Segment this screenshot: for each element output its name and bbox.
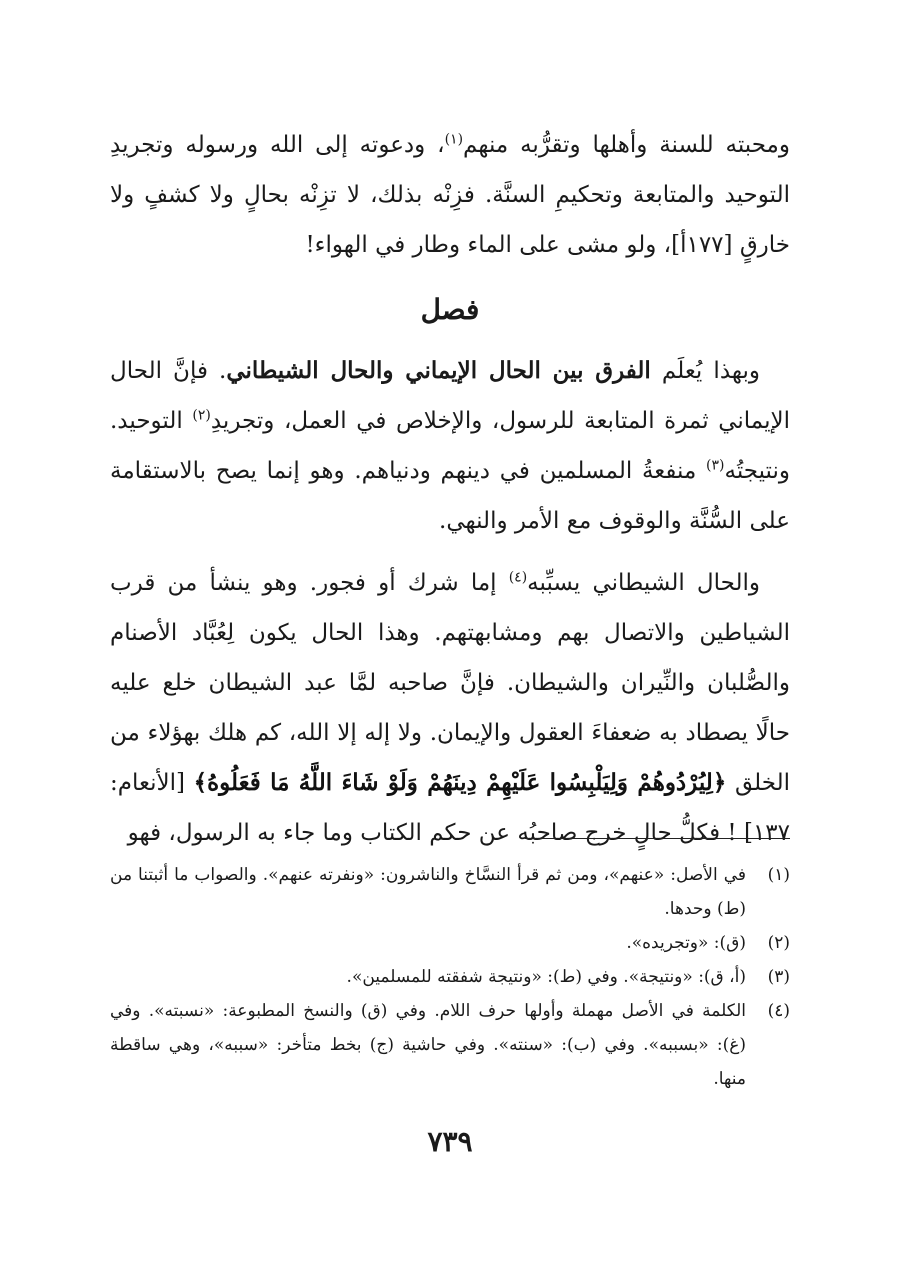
footnote-ref-3[interactable]: (٣) bbox=[706, 457, 725, 474]
footnote-1 bbox=[110, 858, 790, 926]
paragraph-2 bbox=[110, 346, 790, 546]
footnote-ref-2[interactable]: (٢) bbox=[192, 407, 211, 424]
footnote-number: (٤) bbox=[767, 1001, 790, 1021]
paragraph-3-text-c: [الأنعام: ١٣٧] ! فكلُّ حالٍ خرج صاحبُه عن حكم الكتاب وما جاء به الرسول، فهو bbox=[110, 770, 790, 846]
page-number: ٧٣٩ bbox=[427, 1125, 473, 1158]
footnote-text: (ق): «وتجريده». bbox=[626, 933, 746, 953]
footnote-2 bbox=[110, 926, 790, 960]
footnote-number: (١) bbox=[767, 865, 790, 885]
footnote-number: (٢) bbox=[767, 933, 790, 953]
footnote-number: (٣) bbox=[767, 967, 790, 987]
paragraph-2-text-c: التوحيد. ونتيجتُه bbox=[110, 408, 790, 484]
footnote-text: في الأصل: «عنهم»، ومن ثم قرأ النسَّاخ والناشرون: «ونفرته عنهم». والصواب ما أثبتنا من (ط) وحدها. bbox=[110, 865, 746, 919]
paragraph-2-text-a: وبهذا يُعلَم bbox=[650, 358, 760, 384]
section-heading: فصل bbox=[420, 293, 480, 326]
footnote-4 bbox=[110, 994, 790, 1096]
footnote-ref-1[interactable]: (١) bbox=[444, 131, 464, 148]
main-text bbox=[110, 120, 790, 858]
footnote-3 bbox=[110, 960, 790, 994]
paragraph-2-bold-phrase: الفرق بين الحال الإيماني والحال الشيطاني bbox=[226, 357, 651, 384]
paragraph-3-text-a: والحال الشيطاني يسبِّبه bbox=[527, 570, 760, 596]
paragraph-3-text-b: إما شرك أو فجور. وهو ينشأ من قرب الشياطين والاتصال بهم ومشابهتهم. وهذا الحال يكون لِعُبَّاد الأصنام والصُّلبان والنِّيران والشيطان. فإنَّ صاحبه لمَّا عبد الشيطان خلع عليه حالًا يصطاد به ضعفاءَ العقول والإيمان. ولا إله إلا الله، كم هلك بهؤلاء من الخلق bbox=[110, 570, 790, 796]
footnote-divider bbox=[525, 838, 790, 839]
paragraph-1 bbox=[110, 120, 790, 270]
footnote-text: الكلمة في الأصل مهملة وأولها حرف اللام. وفي (ق) والنسخ المطبوعة: «نسبته». وفي (غ): «بسببه». وفي (ب): «سنته». وفي حاشية (ج) بخط متأخر: «سببه»، وهي ساقطة منها. bbox=[110, 1001, 746, 1089]
paragraph-3 bbox=[110, 558, 790, 858]
footnote-ref-4[interactable]: (٤) bbox=[508, 569, 528, 586]
quran-verse: ﴿لِيُرْدُوهُمْ وَلِيَلْبِسُوا عَلَيْهِمْ دِينَهُمْ وَلَوْ شَاءَ اللَّهُ مَا فَعَلُوهُ﴾ bbox=[193, 769, 727, 796]
paragraph-2-text-b: . فإنَّ الحال الإيماني ثمرة المتابعة للرسول، والإخلاص في العمل، وتجريدِ bbox=[110, 358, 791, 434]
paragraph-2-text-d: منفعةُ المسلمين في دينهم ودنياهم. وهو إنما يصح بالاستقامة على السُّنَّة والوقوف مع الأمر والنهي. bbox=[110, 458, 790, 534]
footnotes bbox=[110, 858, 790, 1096]
footnote-text: (أ، ق): «ونتيجة». وفي (ط): «ونتيجة شفقته للمسلمين». bbox=[346, 967, 746, 987]
paragraph-1-text-a: ومحبته للسنة وأهلها وتقرُّبه منهم bbox=[463, 132, 790, 158]
paragraph-1-text-b: ، ودعوته إلى الله ورسوله وتجريدِ التوحيد والمتابعة وتحكيمِ السنَّة. فزِنْه بذلك، لا تزِنْه بحالٍ ولا كشفٍ ولا خارقٍ [١٧٧أ]، ولو مشى على الماء وطار في الهواء! bbox=[110, 132, 790, 258]
